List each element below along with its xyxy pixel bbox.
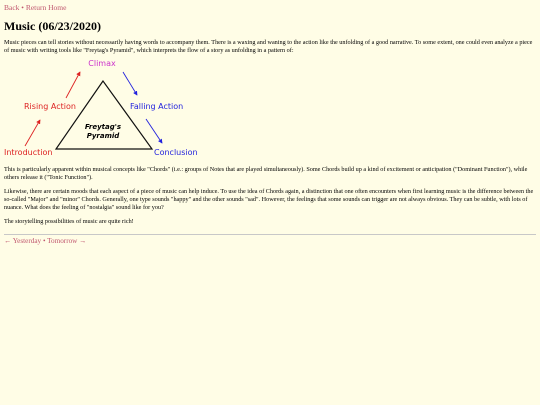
post-title: Music bbox=[4, 19, 36, 33]
moods-paragraph: Likewise, there are certain moods that each aspect of a piece of music can help induce. To use the idea of Chords again, a distinction that one often encounters when first learning music is the difference between the so-called "Major" and "minor" Chords. Generally, one type sounds "happy" and the other sounds "sad". However, the feelings that some sounds can trigger are not always obvious. They can be subtle, with lots of nuance. What does the feeling of "nostalgia" sound like for you? bbox=[4, 188, 534, 211]
arrow-falling-to-conclusion bbox=[146, 119, 162, 143]
yesterday-link[interactable]: ← Yesterday bbox=[4, 237, 42, 245]
footer-divider bbox=[4, 234, 536, 235]
label-rising-action: Rising Action bbox=[24, 102, 76, 111]
back-link[interactable]: Back bbox=[4, 3, 20, 12]
arrow-intro-to-rising bbox=[25, 120, 40, 146]
arrow-rising-to-climax bbox=[66, 72, 80, 98]
pyramid-center-line2: Pyramid bbox=[86, 132, 120, 140]
bottom-nav bbox=[4, 237, 536, 246]
freytags-pyramid-diagram bbox=[4, 57, 204, 159]
label-climax: Climax bbox=[88, 59, 116, 68]
label-conclusion: Conclusion bbox=[154, 148, 198, 157]
page-title bbox=[4, 19, 536, 33]
nav-separator: • bbox=[21, 3, 24, 12]
post-date: (06/23/2020) bbox=[38, 19, 102, 33]
chords-paragraph: This is particularly apparent within musical concepts like "Chords" (i.e.: groups of Notes that are played simultaneously). Some Chords build up a kind of excitement or anticipation ("Dominant Function"), while others release it ("Tonic Function"). bbox=[4, 166, 528, 181]
intro-paragraph: Music pieces can tell stories without necessarily having words to accompany them. There is a waxing and waning to the action like the unfolding of a good narrative. To some extent, one could even analyze a piece of music with writing tools like "Freytag's Pyramid", which interprets the flow of a story as unfolding in a pattern of: bbox=[4, 39, 533, 54]
return-home-link[interactable]: Return Home bbox=[25, 3, 67, 12]
label-falling-action: Falling Action bbox=[130, 102, 184, 111]
pyramid-center-line1: Freytag's bbox=[84, 123, 122, 131]
arrow-climax-to-falling bbox=[123, 72, 137, 95]
tomorrow-link[interactable]: Tomorrow → bbox=[47, 237, 87, 245]
footer-separator: • bbox=[42, 237, 46, 245]
top-nav bbox=[4, 3, 536, 12]
label-introduction: Introduction bbox=[4, 148, 53, 157]
closing-paragraph: The storytelling possibilities of music are quite rich! bbox=[4, 218, 134, 225]
